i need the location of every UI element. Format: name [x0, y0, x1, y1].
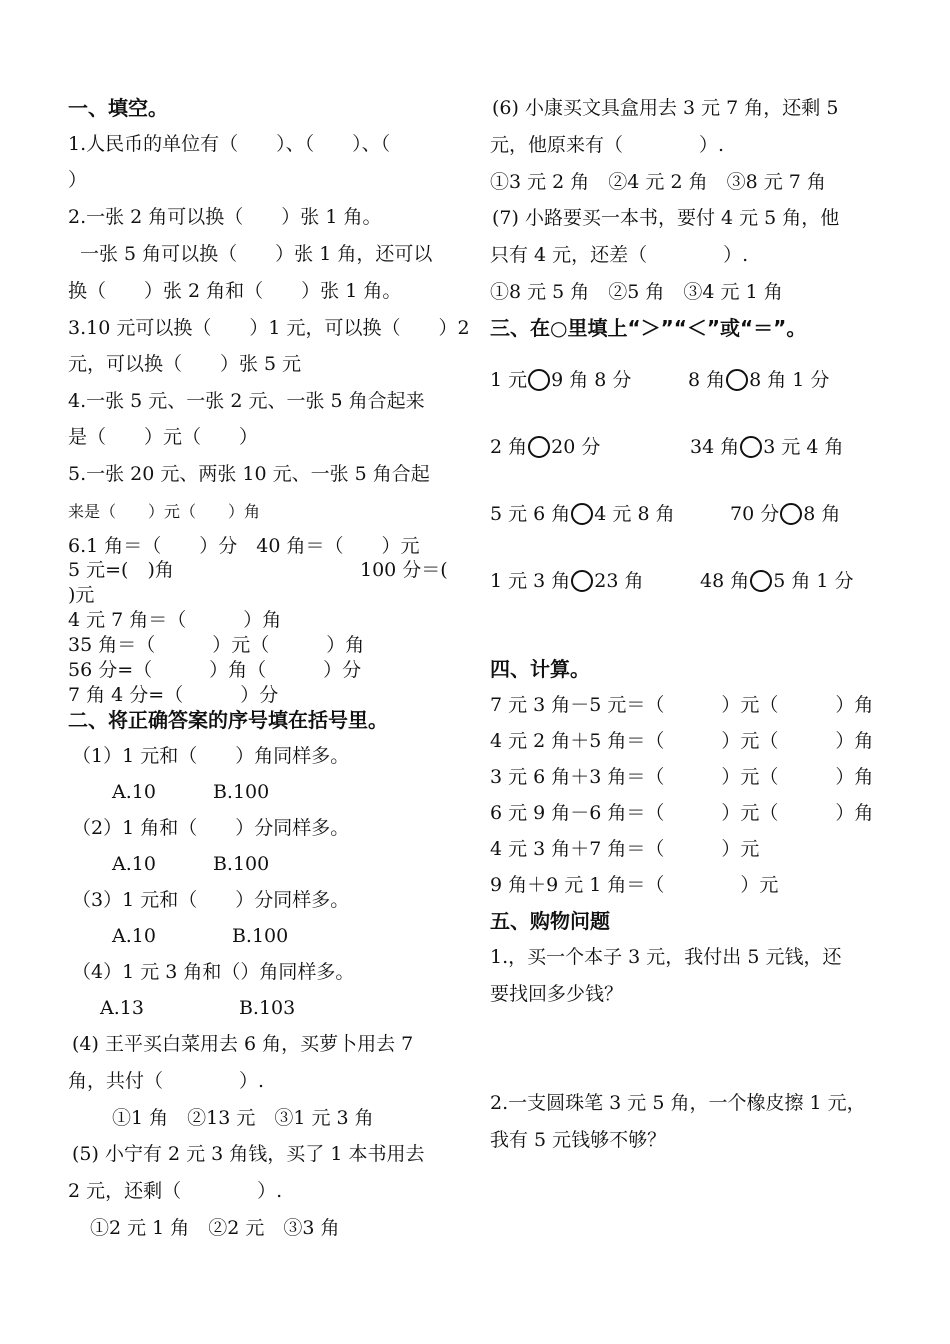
calc-row: 3 元 6 角＋3 角＝（ ）元（ ）角 [490, 766, 874, 788]
choice-6-options: ①2 元 1 角 ②2 元 ③3 角 [90, 1217, 340, 1239]
choice-4-options: A.13 B.103 [100, 997, 296, 1019]
compare-right: 20 分 [551, 436, 601, 458]
compare-item [688, 368, 829, 392]
calc-row: 4 元 3 角＋7 角＝（ ）元 [490, 838, 760, 860]
problem-2-line-2: 我有 5 元钱够不够？ [490, 1129, 667, 1151]
compare-left: 1 元 3 角 [490, 570, 571, 592]
choice-1-options: A.10 B.100 [112, 781, 270, 803]
question-1-line-1: 1.人民币的单位有（ ）、（ ）、（ [68, 133, 391, 155]
question-5-line-1: 5.一张 20 元、两张 10 元、一张 5 角合起 [68, 463, 430, 485]
question-2-line-1: 2.一张 2 角可以换（ ）张 1 角。 [68, 206, 382, 228]
section-4-title: 四、计算。 [490, 657, 590, 681]
choice-7-options: ①3 元 2 角 ②4 元 2 角 ③8 元 7 角 [490, 171, 826, 193]
question-5-line-2: 来是（ ）元（ ）角 [68, 502, 261, 521]
choice-2-options: A.10 B.100 [112, 853, 270, 875]
choice-5-options: ①1 角 ②13 元 ③1 元 3 角 [112, 1107, 374, 1129]
compare-circle-blank[interactable] [571, 503, 593, 525]
compare-item [490, 569, 644, 593]
compare-item [730, 502, 840, 526]
compare-circle-blank[interactable] [571, 570, 593, 592]
choice-7-line-2: 元，他原来有（ ）. [490, 134, 725, 156]
calc-row: 7 元 3 角－5 元＝（ ）元（ ）角 [490, 694, 874, 716]
choice-2: （2）1 角和（ ）分同样多。 [72, 817, 350, 839]
compare-left: 5 元 6 角 [490, 503, 571, 525]
compare-right: 8 角 [803, 503, 841, 525]
compare-right: 5 角 1 分 [773, 570, 854, 592]
compare-item [700, 569, 854, 593]
question-6-line-3: )元 [68, 584, 95, 606]
compare-right: 9 角 8 分 [551, 369, 632, 391]
choice-8-line-1: (7) 小路要买一本书，要付 4 元 5 角，他 [492, 207, 840, 229]
compare-circle-blank[interactable] [528, 436, 550, 458]
question-3-line-1: 3.10 元可以换（ ）1 元，可以换（ ）2 [68, 317, 470, 339]
compare-circle-blank[interactable] [726, 369, 748, 391]
question-6-line-1: 6.1 角＝（ ）分 40 角＝（ ）元 [68, 535, 420, 557]
choice-5-line-2: 角，共付（ ）. [68, 1070, 265, 1092]
choice-1: （1）1 元和（ ）角同样多。 [72, 745, 350, 767]
choice-6-line-1: (5) 小宁有 2 元 3 角钱，买了 1 本书用去 [72, 1143, 425, 1165]
compare-item [690, 435, 844, 459]
choice-8-options: ①8 元 5 角 ②5 角 ③4 元 1 角 [490, 281, 783, 303]
question-6-line-6: 56 分=（ ）角（ ）分 [68, 659, 362, 681]
question-6-line-5: 35 角＝（ ）元（ ）角 [68, 634, 365, 656]
question-1-line-2: ） [68, 169, 88, 191]
compare-circle-blank[interactable] [750, 570, 772, 592]
question-2-line-3: 换（ ）张 2 角和（ ）张 1 角。 [68, 280, 402, 302]
section-3-title: 三、在○里填上“＞”“＜”或“＝”。 [490, 316, 807, 340]
choice-3-options: A.10 B.100 [112, 925, 289, 947]
section-2-title: 二、将正确答案的序号填在括号里。 [68, 708, 388, 732]
compare-left: 2 角 [490, 436, 528, 458]
question-6-line-4: 4 元 7 角＝（ ）角 [68, 609, 282, 631]
compare-right: 3 元 4 角 [763, 436, 844, 458]
compare-left: 70 分 [730, 503, 780, 525]
compare-left: 34 角 [690, 436, 740, 458]
choice-4: （4）1 元 3 角和（）角同样多。 [72, 961, 355, 983]
choice-7-line-1: (6) 小康买文具盒用去 3 元 7 角，还剩 5 [492, 97, 839, 119]
compare-left: 8 角 [688, 369, 726, 391]
calc-row: 6 元 9 角－6 角＝（ ）元（ ）角 [490, 802, 874, 824]
compare-item [490, 502, 675, 526]
question-3-line-2: 元，可以换（ ）张 5 元 [68, 353, 302, 375]
compare-right: 4 元 8 角 [594, 503, 675, 525]
problem-1-line-2: 要找回多少钱？ [490, 983, 624, 1005]
question-6-line-2b: 100 分＝( [360, 559, 448, 581]
problem-2-line-1: 2.一支圆珠笔 3 元 5 角，一个橡皮擦 1 元， [490, 1092, 866, 1114]
compare-circle-blank[interactable] [740, 436, 762, 458]
section-1-title: 一、填空。 [68, 96, 168, 120]
compare-left: 1 元 [490, 369, 528, 391]
calc-row: 9 角＋9 元 1 角＝（ ）元 [490, 874, 779, 896]
compare-circle-blank[interactable] [780, 503, 802, 525]
compare-circle-blank[interactable] [528, 369, 550, 391]
compare-right: 23 角 [594, 570, 644, 592]
compare-item [490, 435, 600, 459]
section-5-title: 五、购物问题 [490, 909, 610, 933]
calc-row: 4 元 2 角＋5 角＝（ ）元（ ）角 [490, 730, 874, 752]
question-4-line-1: 4.一张 5 元、一张 2 元、一张 5 角合起来 [68, 390, 425, 412]
compare-item [490, 368, 631, 392]
question-6-line-2a: 5 元=( )角 [68, 559, 174, 581]
question-2-line-2: 一张 5 角可以换（ ）张 1 角，还可以 [80, 243, 433, 265]
choice-3: （3）1 元和（ ）分同样多。 [72, 889, 350, 911]
problem-1-line-1: 1.，买一个本子 3 元，我付出 5 元钱，还 [490, 946, 842, 968]
compare-left: 48 角 [700, 570, 750, 592]
choice-8-line-2: 只有 4 元，还差（ ）. [490, 244, 749, 266]
choice-6-line-2: 2 元，还剩（ ）. [68, 1180, 283, 1202]
choice-5-line-1: (4) 王平买白菜用去 6 角，买萝卜用去 7 [72, 1033, 414, 1055]
question-4-line-2: 是（ ）元（ ） [68, 426, 259, 448]
compare-right: 8 角 1 分 [749, 369, 830, 391]
question-6-line-7: 7 角 4 分=（ ）分 [68, 684, 279, 706]
